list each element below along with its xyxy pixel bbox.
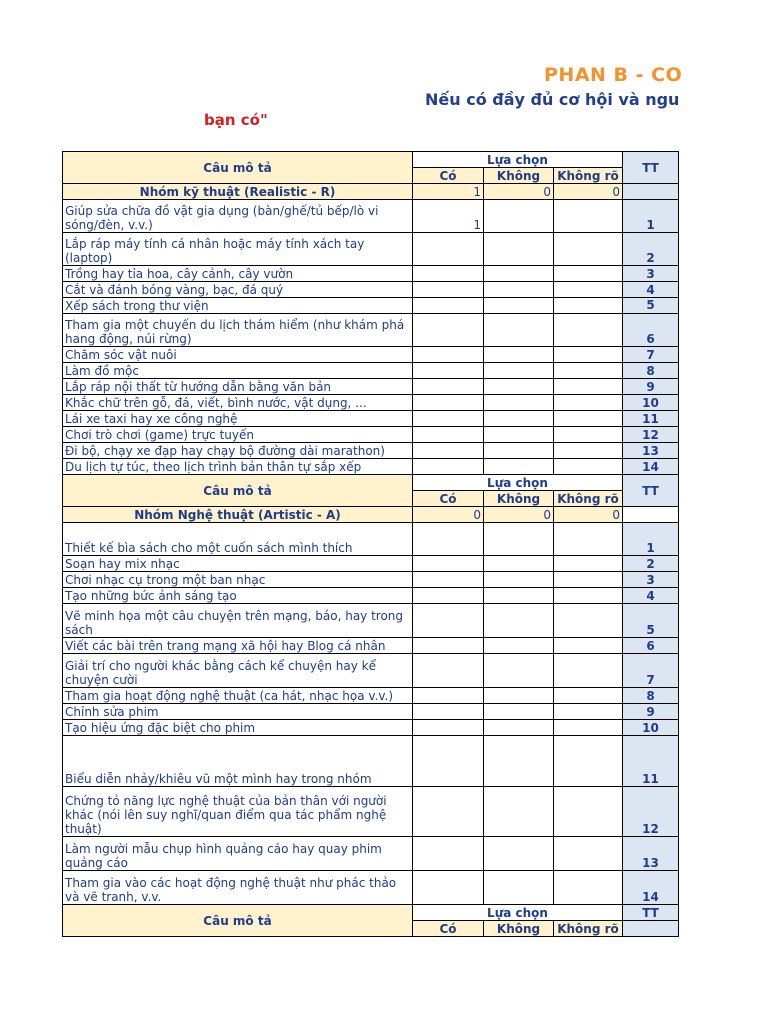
- answer-unsure-cell[interactable]: [554, 704, 623, 720]
- item-number: 6: [623, 314, 679, 347]
- group-title: Nhóm kỹ thuật (Realistic - R): [63, 184, 413, 200]
- table-row: [63, 787, 679, 837]
- answer-yes-cell[interactable]: [413, 588, 484, 604]
- item-number: 9: [623, 379, 679, 395]
- answer-no-cell[interactable]: [484, 200, 554, 233]
- table-row: [63, 572, 679, 588]
- tt-cell: [623, 921, 679, 937]
- group-total-yes: 0: [413, 507, 484, 523]
- item-text: Tạo hiệu ứng đặc biệt cho phim: [63, 720, 413, 736]
- answer-no-cell[interactable]: [484, 523, 554, 556]
- item-number: 12: [623, 427, 679, 443]
- answer-unsure-cell[interactable]: [554, 427, 623, 443]
- table-row: [63, 704, 679, 720]
- item-text: Chứng tỏ năng lực nghệ thuật của bản thân với người khác (nói lên suy nghĩ/quan điểm qua tác phẩm nghệ thuật): [63, 787, 413, 837]
- item-text: Làm đồ mộc: [63, 363, 413, 379]
- item-number: 1: [623, 523, 679, 556]
- answer-no-cell[interactable]: [484, 443, 554, 459]
- col-header-unsure: Không rõ: [554, 491, 623, 507]
- answer-unsure-cell[interactable]: [554, 837, 623, 871]
- item-number: 6: [623, 638, 679, 654]
- group-row-realistic: [63, 184, 679, 200]
- table-row: [63, 363, 679, 379]
- item-number: 10: [623, 720, 679, 736]
- answer-yes-cell[interactable]: [413, 556, 484, 572]
- answer-yes-cell[interactable]: [413, 688, 484, 704]
- item-number: 10: [623, 395, 679, 411]
- answer-unsure-cell[interactable]: [554, 720, 623, 736]
- answer-unsure-cell[interactable]: [554, 736, 623, 787]
- item-text: Soạn hay mix nhạc: [63, 556, 413, 572]
- answer-no-cell[interactable]: [484, 282, 554, 298]
- answer-unsure-cell[interactable]: [554, 266, 623, 282]
- answer-unsure-cell[interactable]: [554, 604, 623, 638]
- col-header-tt: TT: [623, 152, 679, 184]
- answer-unsure-cell[interactable]: [554, 871, 623, 905]
- table-row: [63, 282, 679, 298]
- answer-yes-cell[interactable]: [413, 395, 484, 411]
- group-row-artistic: [63, 507, 679, 523]
- item-text: Tham gia vào các hoạt động nghệ thuật như phác thảo và vẽ tranh, v.v.: [63, 871, 413, 905]
- col-header-choice: Lựa chọn: [413, 475, 623, 491]
- col-header-description: Câu mô tả: [63, 152, 413, 184]
- answer-unsure-cell[interactable]: [554, 411, 623, 427]
- col-header-choice: Lựa chọn: [413, 905, 623, 921]
- col-header-choice: Lựa chọn: [413, 152, 623, 168]
- item-number: 3: [623, 572, 679, 588]
- answer-no-cell[interactable]: [484, 604, 554, 638]
- item-text: Lái xe taxi hay xe công nghệ: [63, 411, 413, 427]
- table-row: [63, 298, 679, 314]
- answer-no-cell[interactable]: [484, 379, 554, 395]
- table-row: [63, 233, 679, 266]
- item-number: 11: [623, 736, 679, 787]
- col-header-yes: Có: [413, 921, 484, 937]
- answer-no-cell[interactable]: [484, 704, 554, 720]
- answer-no-cell[interactable]: [484, 427, 554, 443]
- item-text: Viết các bài trên trang mạng xã hội hay Blog cá nhân: [63, 638, 413, 654]
- group-total-yes: 1: [413, 184, 484, 200]
- answer-yes-cell[interactable]: [413, 427, 484, 443]
- blank-cell: [623, 507, 679, 523]
- item-number: 11: [623, 411, 679, 427]
- col-header-no: Không: [484, 491, 554, 507]
- answer-unsure-cell[interactable]: [554, 363, 623, 379]
- answer-no-cell[interactable]: [484, 572, 554, 588]
- answer-yes-cell[interactable]: [413, 266, 484, 282]
- table-row: [63, 443, 679, 459]
- answer-unsure-cell[interactable]: [554, 638, 623, 654]
- table-row: [63, 604, 679, 638]
- item-number: 7: [623, 347, 679, 363]
- group-total-no: 0: [484, 507, 554, 523]
- answer-yes-cell[interactable]: [413, 363, 484, 379]
- item-text: Giúp sửa chữa đồ vật gia dụng (bàn/ghế/tủ bếp/lò vi sóng/đèn, v.v.): [63, 200, 413, 233]
- answer-no-cell[interactable]: [484, 654, 554, 688]
- col-header-no: Không: [484, 921, 554, 937]
- answer-no-cell[interactable]: [484, 720, 554, 736]
- answer-no-cell[interactable]: [484, 787, 554, 837]
- item-text: Chỉnh sửa phim: [63, 704, 413, 720]
- item-number: 12: [623, 787, 679, 837]
- answer-yes-cell[interactable]: [413, 298, 484, 314]
- item-number: 7: [623, 654, 679, 688]
- answer-yes-cell[interactable]: [413, 379, 484, 395]
- item-text: Tham gia một chuyến du lịch thám hiểm (như khám phá hang động, núi rừng): [63, 314, 413, 347]
- answer-unsure-cell[interactable]: [554, 588, 623, 604]
- page-subtitle: Nếu có đầy đủ cơ hội và ngu: [425, 90, 680, 109]
- answer-no-cell[interactable]: [484, 837, 554, 871]
- answer-yes-cell[interactable]: [413, 638, 484, 654]
- answer-yes-cell[interactable]: [413, 314, 484, 347]
- table-row: [63, 411, 679, 427]
- item-text: Du lịch tự túc, theo lịch trình bản thân tự sắp xếp: [63, 459, 413, 475]
- tt-cell: [623, 184, 679, 200]
- answer-unsure-cell[interactable]: [554, 379, 623, 395]
- answer-yes-cell[interactable]: [413, 787, 484, 837]
- table-row: [63, 523, 679, 556]
- item-number: 1: [623, 200, 679, 233]
- col-header-description: Câu mô tả: [63, 905, 413, 937]
- page-title: PHAN B - CO: [544, 64, 683, 86]
- col-header-yes: Có: [413, 168, 484, 184]
- answer-no-cell[interactable]: [484, 298, 554, 314]
- answer-unsure-cell[interactable]: [554, 556, 623, 572]
- answer-yes-cell[interactable]: [413, 347, 484, 363]
- item-number: 14: [623, 459, 679, 475]
- item-text: Vẽ minh họa một câu chuyện trên mạng, báo, hay trong sách: [63, 604, 413, 638]
- table-header-row: [63, 475, 679, 491]
- answer-no-cell[interactable]: [484, 347, 554, 363]
- answer-unsure-cell[interactable]: [554, 572, 623, 588]
- table-row: [63, 347, 679, 363]
- answer-no-cell[interactable]: [484, 688, 554, 704]
- table-row: [63, 314, 679, 347]
- answer-yes-cell[interactable]: [413, 604, 484, 638]
- col-header-tt: TT: [623, 475, 679, 507]
- answer-unsure-cell[interactable]: [554, 282, 623, 298]
- table-row: [63, 720, 679, 736]
- item-number: 4: [623, 282, 679, 298]
- item-number: 14: [623, 871, 679, 905]
- table-row: [63, 654, 679, 688]
- answer-no-cell[interactable]: [484, 871, 554, 905]
- group-title: Nhóm Nghệ thuật (Artistic - A): [63, 507, 413, 523]
- table-row: [63, 588, 679, 604]
- answer-unsure-cell[interactable]: [554, 200, 623, 233]
- answer-no-cell[interactable]: [484, 459, 554, 475]
- answer-no-cell[interactable]: [484, 395, 554, 411]
- answer-unsure-cell[interactable]: [554, 347, 623, 363]
- group-total-no: 0: [484, 184, 554, 200]
- answer-unsure-cell[interactable]: [554, 523, 623, 556]
- item-number: 8: [623, 688, 679, 704]
- answer-yes-cell[interactable]: [413, 572, 484, 588]
- answer-yes-cell[interactable]: [413, 654, 484, 688]
- table-row: [63, 395, 679, 411]
- answer-no-cell[interactable]: [484, 266, 554, 282]
- item-number: 4: [623, 588, 679, 604]
- answer-yes-cell[interactable]: [413, 871, 484, 905]
- table-header-row: [63, 905, 679, 921]
- item-number: 5: [623, 298, 679, 314]
- item-text: Chơi trò chơi (game) trực tuyến: [63, 427, 413, 443]
- table-row: [63, 379, 679, 395]
- answer-yes-cell[interactable]: [413, 704, 484, 720]
- table-row: [63, 638, 679, 654]
- item-text: Tham gia hoạt động nghệ thuật (ca hát, nhạc họa v.v.): [63, 688, 413, 704]
- answer-yes-cell[interactable]: [413, 459, 484, 475]
- answer-yes-cell[interactable]: [413, 837, 484, 871]
- item-number: 3: [623, 266, 679, 282]
- answer-unsure-cell[interactable]: [554, 443, 623, 459]
- col-header-unsure: Không rõ: [554, 168, 623, 184]
- answer-no-cell[interactable]: [484, 638, 554, 654]
- answer-no-cell[interactable]: [484, 363, 554, 379]
- answer-unsure-cell[interactable]: [554, 233, 623, 266]
- table-row: [63, 688, 679, 704]
- group-total-unsure: 0: [554, 184, 623, 200]
- item-text: Thiết kế bìa sách cho một cuốn sách mình thích: [63, 523, 413, 556]
- answer-yes-cell[interactable]: [413, 736, 484, 787]
- answer-yes-cell[interactable]: [413, 282, 484, 298]
- page-subtitle-continuation: bạn có": [204, 111, 268, 129]
- item-number: 5: [623, 604, 679, 638]
- item-number: 13: [623, 443, 679, 459]
- item-number: 9: [623, 704, 679, 720]
- answer-no-cell[interactable]: [484, 411, 554, 427]
- col-header-tt: TT: [623, 905, 679, 921]
- answer-no-cell[interactable]: [484, 588, 554, 604]
- item-text: Biểu diễn nhảy/khiêu vũ một mình hay trong nhóm: [63, 736, 413, 787]
- table-header-row: [63, 152, 679, 168]
- table-row: [63, 837, 679, 871]
- answer-no-cell[interactable]: [484, 736, 554, 787]
- item-number: 2: [623, 556, 679, 572]
- col-header-description: Câu mô tả: [63, 475, 413, 507]
- item-text: Lắp ráp máy tính cá nhân hoặc máy tính xách tay (laptop): [63, 233, 413, 266]
- answer-yes-cell[interactable]: [413, 411, 484, 427]
- answer-unsure-cell[interactable]: [554, 395, 623, 411]
- item-number: 13: [623, 837, 679, 871]
- item-text: Giải trí cho người khác bằng cách kể chuyện hay kể chuyện cười: [63, 654, 413, 688]
- table-row: [63, 736, 679, 787]
- answer-unsure-cell[interactable]: [554, 459, 623, 475]
- item-text: Tạo những bức ảnh sáng tạo: [63, 588, 413, 604]
- table-row: [63, 266, 679, 282]
- answer-yes-cell[interactable]: [413, 720, 484, 736]
- answer-no-cell[interactable]: [484, 556, 554, 572]
- table-row: [63, 871, 679, 905]
- col-header-no: Không: [484, 168, 554, 184]
- item-text: Cắt và đánh bóng vàng, bạc, đá quý: [63, 282, 413, 298]
- table-row: [63, 427, 679, 443]
- item-number: 2: [623, 233, 679, 266]
- answer-unsure-cell[interactable]: [554, 787, 623, 837]
- item-text: Lắp ráp nội thất từ hướng dẫn bằng văn bản: [63, 379, 413, 395]
- item-text: Làm người mẫu chụp hình quảng cáo hay quay phim quảng cáo: [63, 837, 413, 871]
- item-text: Chăm sóc vật nuôi: [63, 347, 413, 363]
- group-total-unsure: 0: [554, 507, 623, 523]
- answer-unsure-cell[interactable]: [554, 688, 623, 704]
- answer-unsure-cell[interactable]: [554, 654, 623, 688]
- table-row: [63, 459, 679, 475]
- answer-unsure-cell[interactable]: [554, 298, 623, 314]
- table-row: [63, 556, 679, 572]
- item-text: Trồng hay tỉa hoa, cây cảnh, cây vườn: [63, 266, 413, 282]
- col-header-yes: Có: [413, 491, 484, 507]
- item-text: Xếp sách trong thư viện: [63, 298, 413, 314]
- item-text: Chơi nhạc cụ trong một ban nhạc: [63, 572, 413, 588]
- answer-no-cell[interactable]: [484, 314, 554, 347]
- item-number: 8: [623, 363, 679, 379]
- answer-unsure-cell[interactable]: [554, 314, 623, 347]
- table-row: [63, 200, 679, 233]
- item-text: Khắc chữ trên gỗ, đá, viết, bình nước, vật dụng, ...: [63, 395, 413, 411]
- answer-yes-cell[interactable]: [413, 443, 484, 459]
- col-header-unsure: Không rõ: [554, 921, 623, 937]
- answer-yes-cell[interactable]: [413, 233, 484, 266]
- answer-yes-cell[interactable]: [413, 523, 484, 556]
- answer-no-cell[interactable]: [484, 233, 554, 266]
- survey-table: [62, 151, 679, 937]
- answer-yes-cell[interactable]: 1: [413, 200, 484, 233]
- item-text: Đi bộ, chạy xe đạp hay chạy bộ đường dài marathon): [63, 443, 413, 459]
